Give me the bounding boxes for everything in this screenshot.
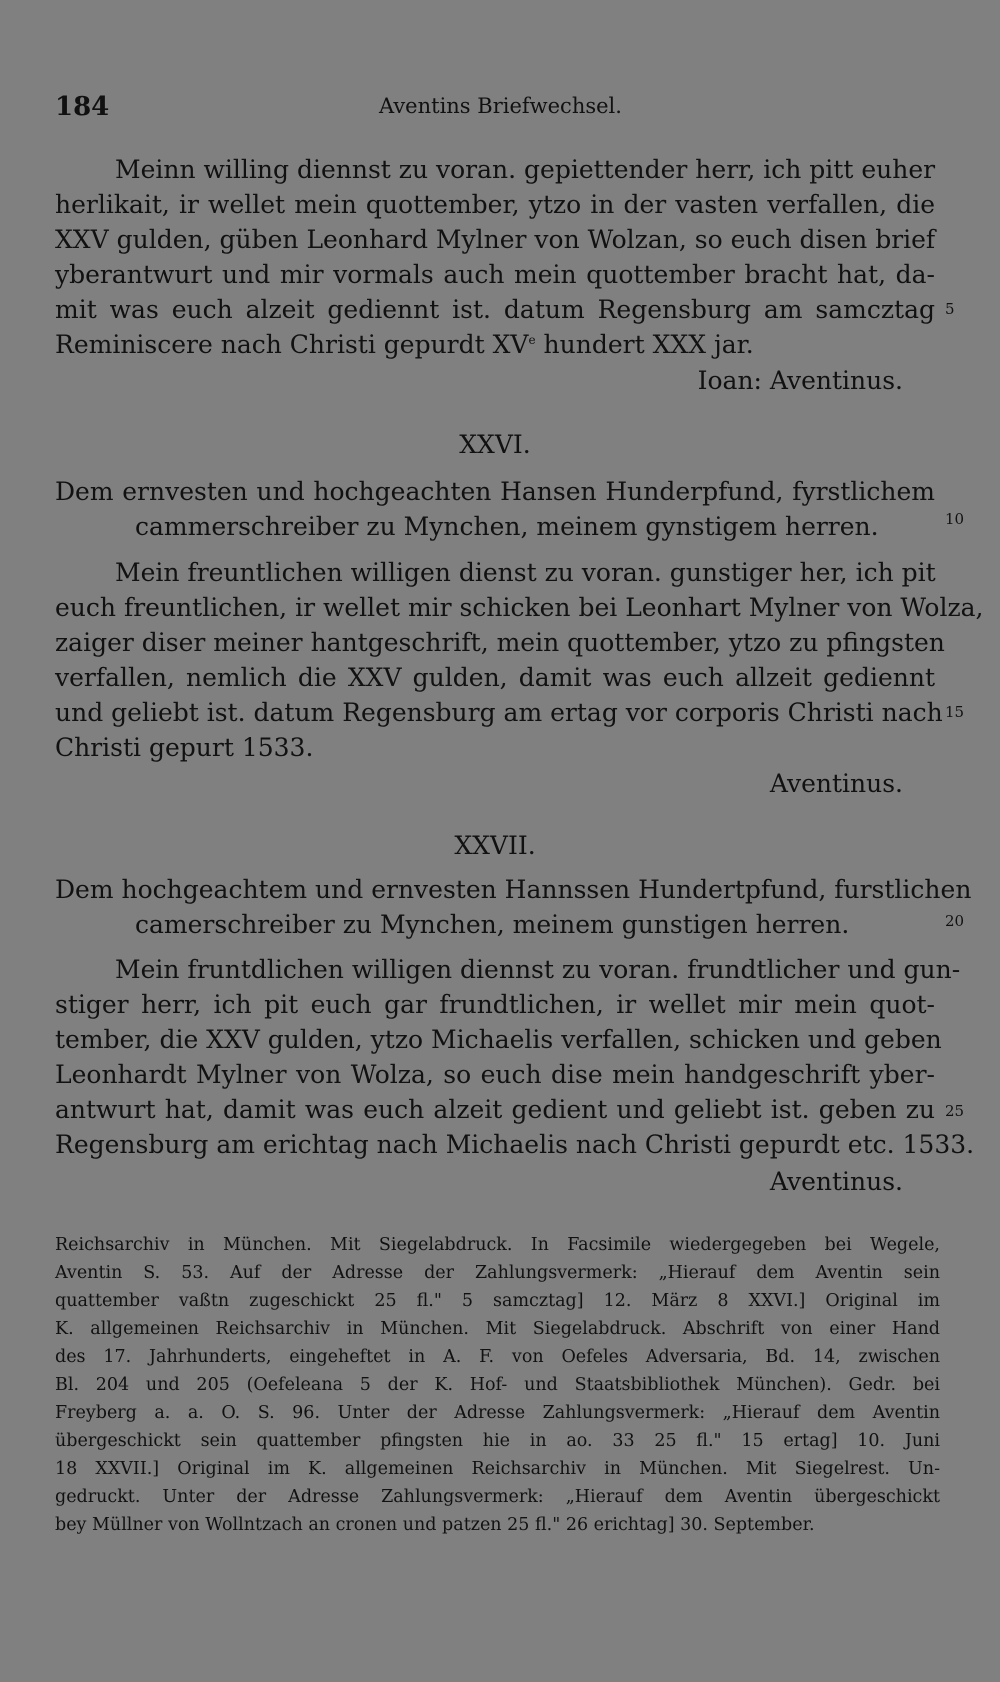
signature: Aventinus. xyxy=(769,1167,903,1196)
address-line: camerschreiber zu Mynchen, meinem gunstigen herren. xyxy=(135,910,850,939)
text-line: herlikait, ir wellet mein quottember, ytzo in der vasten verfallen, die xyxy=(55,190,935,219)
margin-line-number: 15 xyxy=(945,703,965,721)
text-line: euch freuntlichen, ir wellet mir schicken bei Leonhart Mylner von Wolza, xyxy=(55,593,984,622)
note-line: gedruckt. Unter der Adresse Zahlungsvermerk: „Hierauf dem Aventin übergeschickt xyxy=(55,1487,940,1507)
address-line: cammerschreiber zu Mynchen, meinem gynstigem herren. xyxy=(135,512,879,541)
note-line: Reichsarchiv in München. Mit Siegelabdruck. In Facsimile wiedergegeben bei Wegele, xyxy=(55,1235,940,1255)
text-line: verfallen, nemlich die XXV gulden, damit was euch allzeit gediennt xyxy=(55,663,935,692)
note-line: bey Müllner von Wollntzach an cronen und patzen 25 fl." 26 erichtag] 30. September. xyxy=(55,1515,815,1535)
note-line: Bl. 204 und 205 (Oefeleana 5 der K. Hof- und Staatsbibliothek München). Gedr. bei xyxy=(55,1375,940,1395)
text-line: Christi gepurt 1533. xyxy=(55,733,314,762)
text-fragment: hundert XXX jar. xyxy=(535,330,754,359)
note-line: 18 XXVII.] Original im K. allgemeinen Reichsarchiv in München. Mit Siegelrest. Un- xyxy=(55,1459,940,1479)
text-line: Mein fruntdlichen willigen diennst zu voran. frundtlicher und gun- xyxy=(115,955,961,984)
note-line: quattember vaßtn zugeschickt 25 fl." 5 samcztag] 12. März 8 XXVI.] Original im xyxy=(55,1291,940,1311)
text-line: Meinn willing diennst zu voran. gepiettender herr, ich pitt euher xyxy=(115,155,936,184)
note-line: des 17. Jahrhunderts, eingeheftet in A. F. von Oefeles Adversaria, Bd. 14, zwischen xyxy=(55,1347,940,1367)
text-line: antwurt hat, damit was euch alzeit gedient und geliebt ist. geben zu xyxy=(55,1095,935,1124)
note-line: Freyberg a. a. O. S. 96. Unter der Adresse Zahlungsvermerk: „Hierauf dem Aventin xyxy=(55,1403,940,1423)
text-line xyxy=(55,328,935,362)
text-line: tember, die XXV gulden, ytzo Michaelis verfallen, schicken und geben xyxy=(55,1025,942,1054)
page-number: 184 xyxy=(55,92,110,122)
note-line: Aventin S. 53. Auf der Adresse der Zahlungsvermerk: „Hierauf dem Aventin sein xyxy=(55,1263,940,1283)
running-title: Aventins Briefwechsel. xyxy=(379,94,622,118)
text-fragment: Reminiscere nach Christi gepurdt XV xyxy=(55,330,529,359)
margin-line-number: 20 xyxy=(945,912,965,930)
text-line: XXV gulden, güben Leonhard Mylner von Wolzan, so euch disen brief xyxy=(55,225,936,254)
text-line: Regensburg am erichtag nach Michaelis nach Christi gepurdt etc. 1533. xyxy=(55,1130,975,1159)
text-line: und geliebt ist. datum Regensburg am ertag vor corporis Christi nach xyxy=(55,698,943,727)
page-header xyxy=(55,92,930,122)
signature: Aventinus. xyxy=(769,769,903,798)
note-line: übergeschickt sein quattember pfingsten hie in ao. 33 25 fl." 15 ertag] 10. Juni xyxy=(55,1431,940,1451)
address-line: Dem hochgeachtem und ernvesten Hannssen Hundertpfund, furstlichen xyxy=(55,875,972,904)
superscript: e xyxy=(528,333,536,347)
letter-numeral: XXVII. xyxy=(454,831,536,860)
text-line: yberantwurt und mir vormals auch mein quottember bracht hat, da- xyxy=(55,260,935,289)
text-line: stiger herr, ich pit euch gar frundtlichen, ir wellet mir mein quot- xyxy=(55,990,935,1019)
margin-line-number: 5 xyxy=(945,300,955,318)
text-line: mit was euch alzeit gediennt ist. datum Regensburg am samcztag xyxy=(55,295,935,324)
margin-line-number: 10 xyxy=(945,510,965,528)
letter-numeral: XXVI. xyxy=(459,430,531,459)
address-line: Dem ernvesten und hochgeachten Hansen Hunderpfund, fyrstlichem xyxy=(55,477,935,506)
signature: Ioan: Aventinus. xyxy=(697,366,903,395)
text-line: Mein freuntlichen willigen dienst zu voran. gunstiger her, ich pit xyxy=(115,558,936,587)
note-line: K. allgemeinen Reichsarchiv in München. Mit Siegelabdruck. Abschrift von einer Hand xyxy=(55,1319,940,1339)
margin-line-number: 25 xyxy=(945,1102,965,1120)
text-line: Leonhardt Mylner von Wolza, so euch dise mein handgeschrift yber- xyxy=(55,1060,935,1089)
text-line: zaiger diser meiner hantgeschrift, mein quottember, ytzo zu pfingsten xyxy=(55,628,945,657)
